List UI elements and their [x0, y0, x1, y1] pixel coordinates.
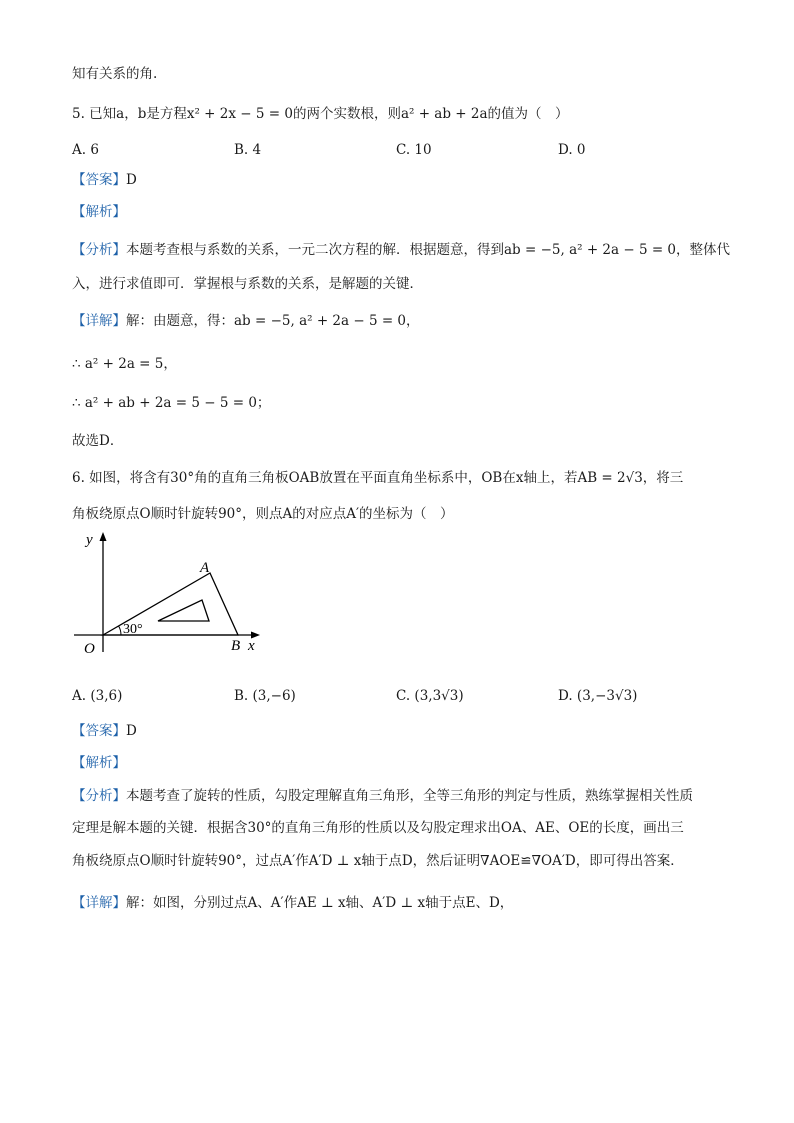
q5-detail-tag: 【详解】	[72, 313, 126, 329]
q5-detail-line-4: 故选D．	[72, 433, 124, 449]
q6-option-c: C. (3,3√3)	[396, 688, 464, 704]
q6-fenxi-tag: 【分析】	[72, 788, 126, 804]
angle-label: 30°	[123, 622, 143, 637]
q5-detail-line-3: ∴ a² + ab + 2a = 5 − 5 = 0；	[72, 395, 271, 411]
q6-stem-line-2: 角板绕原点O顺时针旋转90°，则点A的对应点A′的坐标为（ ）	[72, 506, 454, 522]
q6-fenxi-line-1	[72, 786, 693, 806]
q5-jiexi-line	[72, 202, 126, 222]
label-b: B	[231, 638, 241, 654]
q5-fenxi-tag: 【分析】	[72, 242, 126, 258]
q6-figure	[70, 530, 270, 660]
q6-answer-tag: 【答案】	[72, 723, 126, 739]
q6-detail-tag: 【详解】	[72, 895, 126, 911]
q5-answer-line	[72, 170, 137, 190]
q6-option-b: B. (3,−6)	[234, 688, 296, 704]
intro-tail: 知有关系的角.	[72, 66, 158, 82]
q5-option-a: A. 6	[72, 142, 99, 158]
q5-answer-tag: 【答案】	[72, 172, 126, 188]
q5-detail-line-2: ∴ a² + 2a = 5，	[72, 356, 177, 372]
q5-answer: D	[126, 172, 137, 188]
label-x: x	[248, 638, 255, 654]
label-a: A	[200, 560, 210, 576]
q6-stem-line-1: 6. 如图，将含有30°角的直角三角板OAB放置在平面直角坐标系中，OB在x轴上，若AB = 2√3，将三	[72, 470, 684, 486]
y-axis-arrow	[100, 532, 107, 541]
q6-jiexi-line	[72, 753, 126, 773]
q5-option-d: D. 0	[558, 142, 586, 158]
q6-detail-line-1	[72, 893, 513, 913]
q5-fenxi-line-1	[72, 240, 730, 260]
q6-answer: D	[126, 723, 137, 739]
triangle-inner	[158, 600, 209, 621]
q5-detail-text-1: 解：由题意，得：ab = −5, a² + 2a − 5 = 0，	[126, 313, 420, 329]
q6-fenxi-line-3: 角板绕原点O顺时针旋转90°，过点A′作A′D ⊥ x轴于点D，然后证明∇AOE≌∇OA′D，即可得出答案．	[72, 853, 684, 869]
q5-jiexi-tag: 【解析】	[72, 204, 126, 220]
q6-fenxi-text-1: 本题考查了旋转的性质，勾股定理解直角三角形，全等三角形的判定与性质，熟练掌握相关性质	[126, 788, 693, 804]
q5-option-c: C. 10	[396, 142, 432, 158]
q6-detail-text-1: 解：如图，分别过点A、A′作AE ⊥ x轴、A′D ⊥ x轴于点E、D，	[126, 895, 514, 911]
q6-jiexi-tag: 【解析】	[72, 755, 126, 771]
label-o: O	[84, 641, 95, 657]
q5-detail-line-1	[72, 311, 420, 331]
q6-option-a: A. (3,6)	[72, 688, 123, 704]
q5-fenxi-text-1: 本题考查根与系数的关系，一元二次方程的解．根据题意，得到ab = −5, a² + 2a − 5 = 0，整体代	[126, 242, 731, 258]
label-y: y	[86, 532, 93, 548]
q6-option-d: D. (3,−3√3)	[558, 688, 638, 704]
angle-arc	[119, 626, 121, 635]
q5-fenxi-line-2: 入，进行求值即可．掌握根与系数的关系，是解题的关键．	[72, 276, 423, 292]
q5-option-b: B. 4	[234, 142, 262, 158]
q6-fenxi-line-2: 定理是解本题的关键．根据含30°的直角三角形的性质以及勾股定理求出OA、AE、OE的长度，画出三	[72, 820, 684, 836]
q6-answer-line	[72, 721, 137, 741]
q5-stem: 5. 已知a，b是方程x² + 2x − 5 = 0的两个实数根，则a² + ab + 2a的值为（ ）	[72, 106, 569, 122]
